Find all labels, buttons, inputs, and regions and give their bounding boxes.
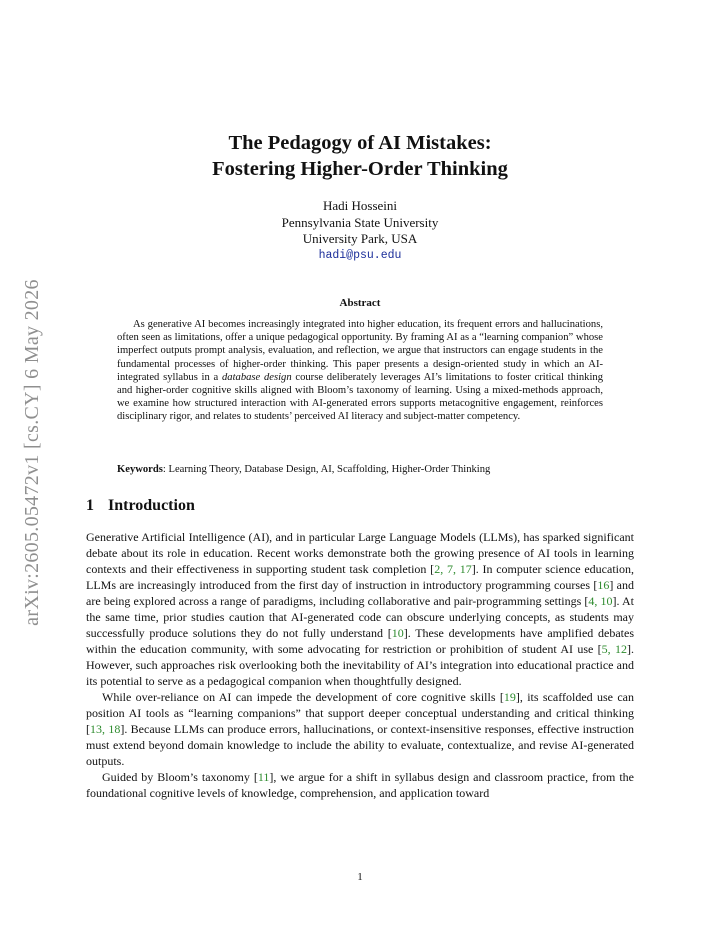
paragraph-text: Generative Artificial Intelligence (AI), and in particular Large Language Models (LLMs), has sparked significant debate about its role in education. Recent works demonstrate both the growing presence of AI tools in learning contexts and their effectiveness in supporting student task completion [ [86,530,634,576]
arxiv-identifier-sidebar [19,260,45,645]
author-email[interactable]: hadi@psu.edu [318,248,402,262]
paragraph-text: ], its scaffolded use can position AI tools as “learning companions” that support deeper conceptual understanding and critical thinking [ [86,690,634,736]
keywords-list: : Learning Theory, Database Design, AI, Scaffolding, Higher-Order Thinking [162,464,491,475]
introduction-body [86,529,634,801]
citation-link[interactable]: 5, 12 [601,642,627,656]
paragraph [86,769,634,801]
title-line-2: Fostering Higher-Order Thinking [212,158,508,180]
title-line-1: The Pedagogy of AI Mistakes: [228,132,492,154]
section-title: Introduction [108,497,195,514]
paragraph [86,689,634,769]
paragraph-text: ], we argue for a shift in syllabus design and classroom practice, from the foundational cognitive levels of knowledge, comprehension, and application toward [86,770,634,800]
keywords-label: Keywords [117,464,163,475]
citation-link[interactable]: 19 [503,690,516,704]
paragraph-text: Guided by Bloom’s taxonomy [ [102,770,258,784]
paragraph-text: ]. At the same time, prior studies caution that AI-generated code can obscure underlying concepts, as students may successfully produce solutions they do not fully understand [ [86,594,634,640]
section-heading [86,497,195,515]
paragraph [86,529,634,689]
keywords [117,463,603,476]
author-name: Hadi Hosseini [322,198,398,213]
abstract-text-part: course deliberately leverages AI’s limitations to foster critical thinking and higher-order cognitive skills aligned with Bloom’s taxonomy of learning. Using a mixed-methods approach, we examine how structured interaction with AI-generated errors supports metacognitive engagement, reinforces disciplinary rigor, and relates to students’ perceived AI literacy and subject-matter competency. [117,371,603,423]
citation-link[interactable]: 10 [391,626,404,640]
author-affiliation: Pennsylvania State University [281,214,439,230]
paragraph-text: ]. However, such approaches risk overlooking both the inevitability of AI’s integration into educational practice and its potential to serve as a pedagogical companion when thoughtfully designed. [86,642,634,688]
abstract-text-part: As generative AI becomes increasingly integrated into higher education, its frequent errors and hallucinations, often seen as limitations, offer a unique pedagogical opportunity. By framing AI as a “learning companion” whose imperfect outputs prompt analysis, evaluation, and reflection, we argue that instructors can engage students in the fundamental processes of higher-order thinking. This paper presents a design-oriented study in which an AI-integrated syllabus in a [117,319,603,383]
paragraph-text: ]. Because LLMs can produce errors, hallucinations, or context-insensitive responses, effective instruction must extend beyond domain knowledge to include the ability to evaluate, contextualize, and revise AI-generated outputs. [86,722,635,768]
citation-link[interactable]: 16 [597,578,610,592]
author-block [86,198,634,264]
arxiv-identifier: arXiv:2605.05472v1 [cs.CY] 6 May 2026 [20,279,43,626]
paragraph-text: ] and are being explored across a range of paradigms, including collaborative and pair-programming settings [ [86,578,634,608]
abstract-text [117,318,603,424]
paragraph-text: ]. In computer science education, LLMs are increasingly introduced from the first day of instruction in introductory programming courses [ [86,562,634,592]
page-number: 1 [357,871,363,883]
author-location: University Park, USA [302,231,418,247]
section-number: 1 [86,497,94,514]
citation-link[interactable]: 4, 10 [588,594,613,608]
citation-link[interactable]: 13, 18 [90,722,121,736]
paragraph-text: While over-reliance on AI can impede the development of core cognitive skills [ [102,690,504,704]
abstract-emphasis: database design [221,371,292,383]
paragraph-text: ]. These developments have amplified debates within the education community, with some advocating for restriction or prohibition of student AI use [ [86,626,634,656]
abstract-heading: Abstract [339,297,381,309]
paper-title [86,130,634,182]
citation-link[interactable]: 2, 7, 17 [434,562,472,576]
citation-link[interactable]: 11 [257,770,270,784]
